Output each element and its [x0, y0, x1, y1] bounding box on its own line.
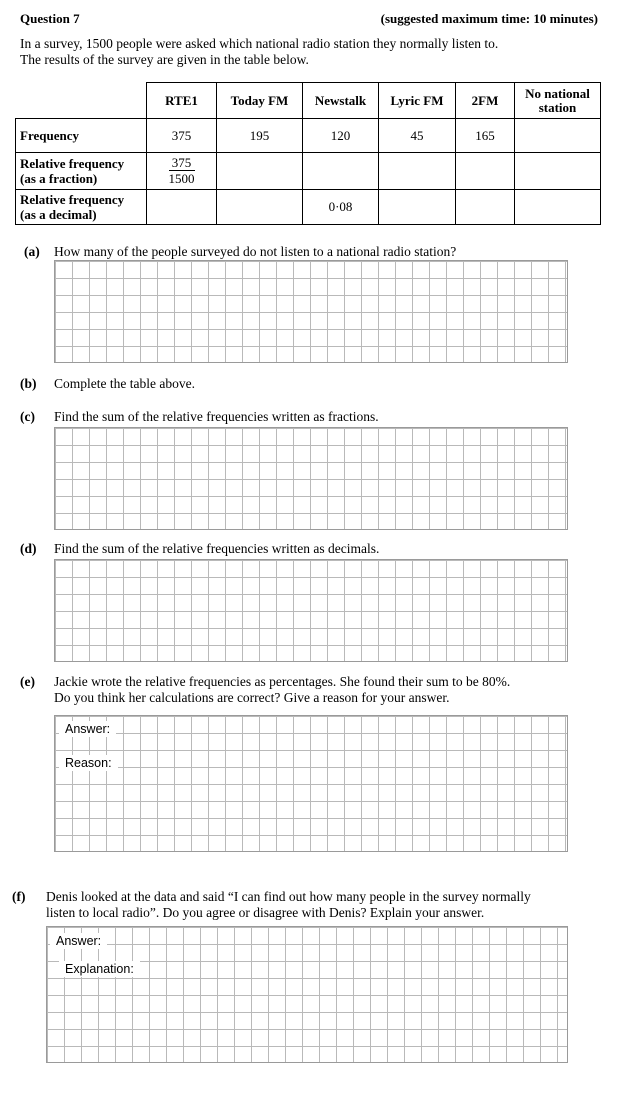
- row-label-relative-fraction-line-2: (as a fraction): [20, 171, 98, 186]
- reason-label-e: Reason:: [59, 755, 118, 771]
- row-label-frequency: Frequency: [16, 119, 147, 153]
- table-row-relative-fraction: [16, 153, 601, 190]
- part-d-label: (d): [20, 541, 37, 556]
- header-2fm: 2FM: [456, 83, 515, 119]
- cell-frequency-today-fm: 195: [217, 119, 303, 153]
- cell-decimal-lyric-fm[interactable]: [379, 190, 456, 225]
- row-label-relative-decimal-line-2: (as a decimal): [20, 207, 97, 222]
- header-lyric-fm: Lyric FM: [379, 83, 456, 119]
- cell-frequency-lyric-fm: 45: [379, 119, 456, 153]
- table-corner: [16, 83, 147, 119]
- cell-fraction-today-fm[interactable]: [217, 153, 303, 190]
- cell-decimal-no-national[interactable]: [515, 190, 601, 225]
- part-e-text-line-1: Jackie wrote the relative frequencies as percentages. She found their sum to be 80%.: [54, 674, 511, 689]
- row-label-relative-decimal: [16, 190, 147, 225]
- part-f-label: (f): [12, 889, 26, 904]
- row-label-relative-fraction-line-1: Relative frequency: [20, 156, 125, 171]
- frequency-table: [15, 82, 601, 225]
- part-e-text: [54, 674, 510, 706]
- header-rte1: RTE1: [147, 83, 217, 119]
- answer-grid-c[interactable]: [54, 427, 568, 530]
- part-f-text-line-1: Denis looked at the data and said “I can find out how many people in the survey normally: [46, 889, 531, 904]
- part-d-text: Find the sum of the relative frequencies written as decimals.: [54, 541, 380, 556]
- header-today-fm: Today FM: [217, 83, 303, 119]
- cell-decimal-2fm[interactable]: [456, 190, 515, 225]
- table-row-relative-decimal: [16, 190, 601, 225]
- part-a-label: (a): [24, 244, 40, 259]
- part-c-label: (c): [20, 409, 35, 424]
- cell-decimal-rte1[interactable]: [147, 190, 217, 225]
- row-label-relative-fraction: [16, 153, 147, 190]
- answer-label-f: Answer:: [50, 933, 107, 949]
- answer-grid-f[interactable]: [46, 926, 568, 1063]
- cell-frequency-2fm: 165: [456, 119, 515, 153]
- cell-fraction-newstalk[interactable]: [303, 153, 379, 190]
- intro-line-2: The results of the survey are given in the table below.: [20, 52, 309, 67]
- fraction: [169, 155, 195, 186]
- answer-label-e: Answer:: [59, 721, 116, 737]
- part-b-text: Complete the table above.: [54, 376, 195, 391]
- header-no-national-line-1: No national: [525, 85, 590, 101]
- suggested-time: (suggested maximum time: 10 minutes): [380, 11, 598, 26]
- cell-decimal-today-fm[interactable]: [217, 190, 303, 225]
- header-no-national-station: [515, 83, 601, 119]
- question-intro: [20, 36, 498, 68]
- part-a-text: How many of the people surveyed do not listen to a national radio station?: [54, 244, 457, 259]
- cell-fraction-lyric-fm[interactable]: [379, 153, 456, 190]
- fraction-numerator: 375: [169, 155, 195, 171]
- part-e-text-line-2: Do you think her calculations are correct? Give a reason for your answer.: [54, 690, 450, 705]
- header-no-national-line-2: station: [538, 99, 577, 115]
- answer-grid-e[interactable]: [54, 715, 568, 852]
- part-e-label: (e): [20, 674, 35, 689]
- answer-grid-d[interactable]: [54, 559, 568, 662]
- cell-fraction-2fm[interactable]: [456, 153, 515, 190]
- part-f-text: [46, 889, 531, 921]
- cell-fraction-rte1: [147, 153, 217, 190]
- cell-fraction-no-national[interactable]: [515, 153, 601, 190]
- cell-decimal-newstalk: 0·08: [303, 190, 379, 225]
- question-title: Question 7: [20, 11, 80, 26]
- cell-frequency-newstalk: 120: [303, 119, 379, 153]
- explanation-label-f: Explanation:: [59, 961, 140, 977]
- part-f-text-line-2: listen to local radio”. Do you agree or disagree with Denis? Explain your answer.: [46, 905, 485, 920]
- answer-grid-a[interactable]: [54, 260, 568, 363]
- part-b-label: (b): [20, 376, 37, 391]
- table-row-frequency: [16, 119, 601, 153]
- part-c-text: Find the sum of the relative frequencies written as fractions.: [54, 409, 379, 424]
- cell-frequency-rte1: 375: [147, 119, 217, 153]
- cell-frequency-no-national[interactable]: [515, 119, 601, 153]
- row-label-relative-decimal-line-1: Relative frequency: [20, 192, 125, 207]
- intro-line-1: In a survey, 1500 people were asked which national radio station they normally listen to.: [20, 36, 499, 51]
- fraction-denominator: 1500: [168, 171, 195, 186]
- header-newstalk: Newstalk: [303, 83, 379, 119]
